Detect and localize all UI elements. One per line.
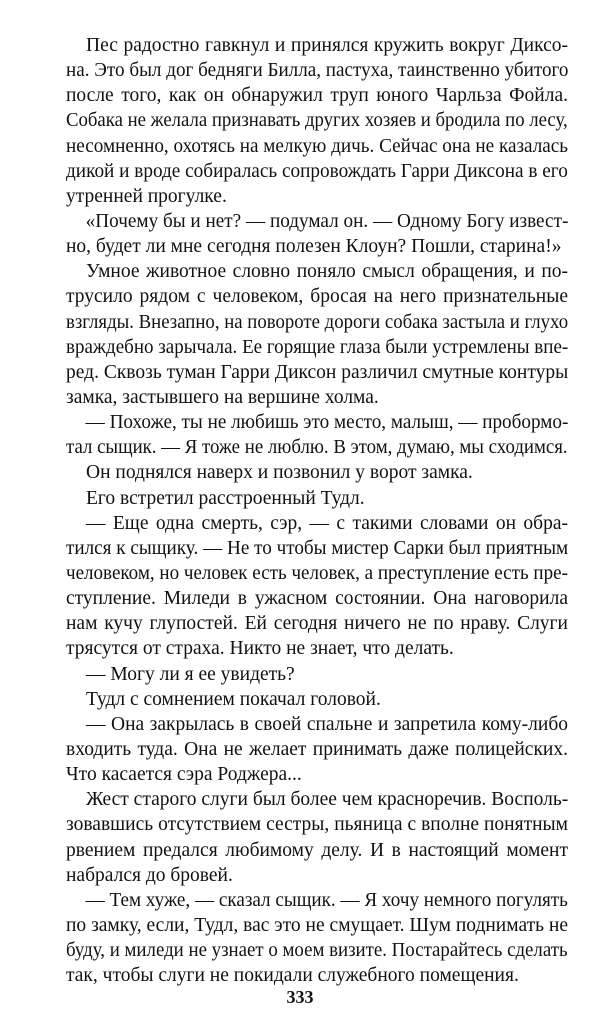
text-line: Тудл с сомнением покачал головой. [86, 688, 381, 710]
text-line: Жест старого слуги был более чем красноречив. Восполь- [86, 789, 569, 811]
paragraph [66, 410, 568, 460]
paragraph [66, 712, 568, 787]
text-line: — Похоже, ты не любишь это место, малыш, — пробормо- [85, 412, 569, 434]
text-line: — Она закрылась в своей спальне и запретила кому-либо [86, 713, 568, 735]
paragraph [66, 687, 568, 712]
text-line: но, будет ли мне сегодня полезен Клоун? Пошли, старина!» [66, 236, 562, 258]
paragraph [66, 486, 568, 511]
text-line: Его встретил расстроенный Тудл. [86, 487, 365, 509]
text-line: ступление. Миледи в ужасном состоянии. Она наговорила [66, 588, 568, 610]
text-line: трусило рядом с человеком, бросая на него признательные [66, 286, 568, 308]
text-line: человеком, но человек есть человек, а преступление есть пре- [66, 562, 568, 584]
text-line: Что касается сэра Роджера... [66, 764, 302, 786]
text-line: нам кучу глупостей. Ей сегодня ничего не по нраву. Слуги [66, 613, 568, 635]
paragraph [66, 259, 568, 410]
text-line: дикой и вроде собиралась сопровождать Гарри Диксона в его [66, 160, 568, 182]
text-line: по замку, если, Тудл, вас это не смущает. Шум поднимать не [66, 914, 568, 936]
text-line: после того, как он обнаружил труп юного Чарльза Фойла. [66, 85, 568, 107]
text-line: тился к сыщику. — Не то чтобы мистер Сарки был приятным [66, 537, 569, 559]
text-line: несомненно, охотясь на мелкую дичь. Сейчас она не казалась [66, 135, 569, 157]
paragraph [66, 209, 568, 259]
paragraph [66, 511, 568, 662]
paragraph [66, 460, 568, 485]
text-line: Собака не желала признавать других хозяев и бродила по лесу, [66, 110, 568, 132]
text-line: набрался до бровей. [66, 864, 233, 886]
text-line: трясутся от страха. Никто не знает, что делать. [66, 638, 454, 660]
text-line: — Могу ли я ее увидеть? [86, 663, 295, 685]
paragraph [66, 888, 568, 989]
text-line: Он поднялся наверх и позвонил у ворот замка. [86, 462, 473, 484]
paragraph [66, 787, 568, 888]
text-line: Умное животное словно поняло смысл обращения, и по- [86, 261, 568, 283]
paragraph [66, 662, 568, 687]
text-line: взгляды. Внезапно, на повороте дороги собака застыла и глухо [66, 311, 569, 333]
text-line: «Почему бы и нет? — подумал он. — Одному Богу извест- [85, 210, 569, 232]
page-number: 333 [286, 987, 314, 1007]
text-line: — Тем хуже, — сказал сыщик. — Я хочу немного погулять [85, 889, 568, 911]
text-line: на. Это был дог бедняги Билла, пастуха, таинственно убитого [66, 60, 569, 82]
text-line: Пес радостно гавкнул и принялся кружить вокруг Диксо- [86, 35, 568, 56]
text-line: — Еще одна смерть, сэр, — с такими словами он обра- [86, 512, 568, 534]
text-line: рвением предался любимому делу. И в настоящий момент [66, 839, 568, 861]
paragraph [66, 33, 568, 209]
text-line: зовавшись отсутствием сестры, пьяница с вполне понятным [66, 814, 568, 836]
text-line: ред. Сквозь туман Гарри Диксон различил смутные контуры [66, 361, 569, 383]
text-line: замка, застывшего на вершине холма. [66, 386, 379, 408]
text-line: утренней прогулке. [66, 185, 227, 207]
text-line: враждебно зарычала. Ее горящие глаза были устремлены впе- [66, 336, 569, 358]
text-line: так, чтобы слуги не покидали служебного помещения. [66, 965, 519, 987]
text-line: входить туда. Она не желает принимать даже полицейских. [66, 738, 568, 760]
text-line: тал сыщик. — Я тоже не люблю. В этом, думаю, мы сходимся. [66, 437, 568, 459]
text-line: буду, и миледи не узнает о моем визите. Постарайтесь сделать [66, 940, 568, 962]
page-body-text [66, 33, 568, 988]
